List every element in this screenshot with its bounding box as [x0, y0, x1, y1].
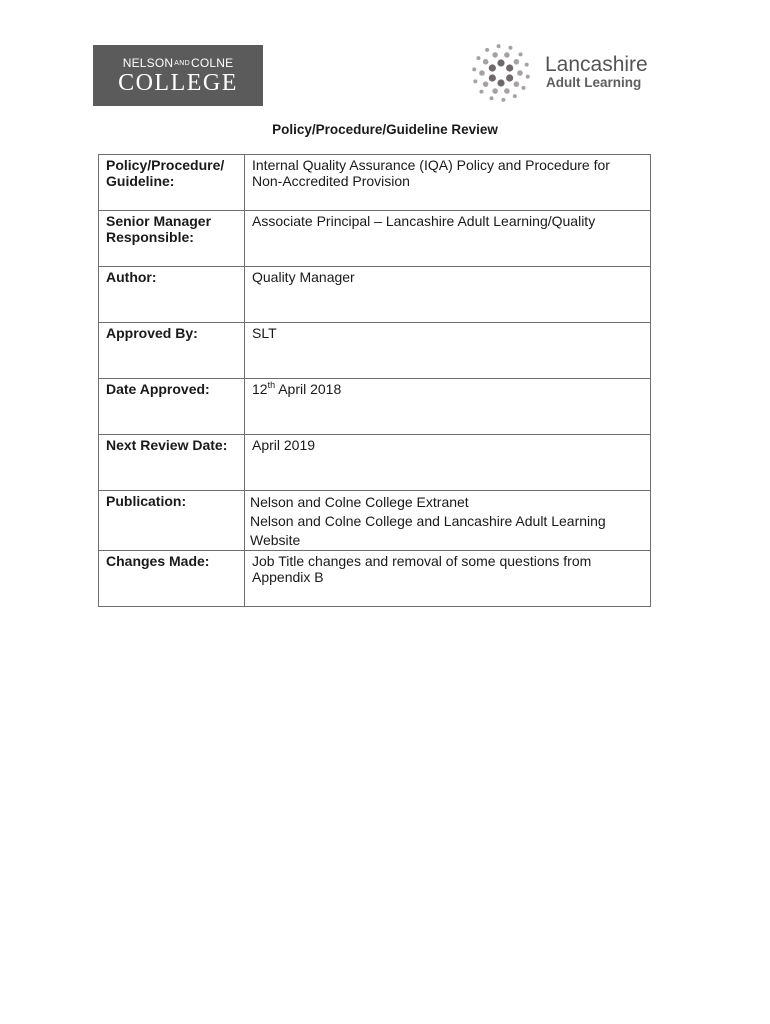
row-label-policy — [99, 155, 245, 211]
policy-review-table — [98, 154, 651, 607]
row-value-senior-manager: Associate Principal – Lancashire Adult Learning/Quality — [245, 211, 651, 267]
lancashire-logo-sub: Adult Learning — [546, 75, 642, 90]
table-row-publication — [99, 491, 651, 551]
row-label-publication: Publication: — [99, 491, 245, 551]
row-value-policy — [245, 155, 651, 211]
lancashire-dot-12 — [483, 59, 489, 65]
lancashire-dot-16 — [526, 75, 530, 79]
lancashire-dot-18 — [513, 94, 517, 98]
nelson-colne-college-logo — [93, 45, 263, 106]
lancashire-dot-21 — [479, 90, 483, 94]
college-logo-college: COLLEGE — [118, 70, 238, 96]
college-logo-and: AND — [174, 60, 190, 67]
row-label-changes: Changes Made: — [99, 551, 245, 607]
lancashire-dot-3 — [489, 64, 496, 71]
row-label-approved-by: Approved By: — [99, 323, 245, 379]
table-row-senior-manager — [99, 211, 651, 267]
changes-line1: Job Title changes and removal of some questions from — [252, 553, 592, 569]
row-label-next-review: Next Review Date: — [99, 435, 245, 491]
row-label-senior-manager-line1: Senior Manager — [106, 213, 212, 229]
college-logo-line1 — [93, 57, 263, 70]
lancashire-dot-11 — [479, 70, 485, 76]
row-label-policy-line2: Guideline: — [106, 173, 175, 189]
date-approved-suffix: th — [267, 380, 276, 390]
lancashire-dot-5 — [506, 64, 513, 71]
table-row-policy — [99, 155, 651, 211]
date-approved-day: 12 — [252, 381, 268, 397]
table-row-changes — [99, 551, 651, 607]
college-logo-colne: COLNE — [190, 56, 234, 70]
row-value-policy-line2: Non-Accredited Provision — [252, 173, 410, 189]
lancashire-dot-15 — [514, 59, 520, 65]
table-row-next-review — [99, 435, 651, 491]
lancashire-dot-23 — [472, 67, 476, 71]
row-value-policy-line1: Internal Quality Assurance (IQA) Policy and Procedure for — [252, 157, 610, 173]
row-label-policy-line1: Policy/Procedure/ — [106, 157, 225, 173]
lancashire-dot-25 — [485, 48, 489, 52]
publication-line3: Website — [250, 532, 301, 548]
table-row-author — [99, 267, 651, 323]
row-value-publication — [245, 491, 651, 551]
row-label-date-approved: Date Approved: — [99, 379, 245, 435]
publication-line1: Nelson and Colne College Extranet — [250, 494, 469, 510]
lancashire-dot-14 — [504, 52, 510, 58]
row-value-approved-by: SLT — [245, 323, 651, 379]
lancashire-dot-7 — [514, 81, 520, 87]
lancashire-dot-2 — [489, 74, 496, 81]
lancashire-dot-6 — [517, 70, 523, 76]
row-value-date-approved — [245, 379, 651, 435]
changes-line2: Appendix B — [252, 569, 324, 585]
lancashire-dot-9 — [492, 88, 498, 94]
lancashire-dot-28 — [519, 52, 523, 56]
row-value-changes — [245, 551, 651, 607]
lancashire-dot-13 — [492, 52, 498, 58]
publication-line2: Nelson and Colne College and Lancashire Adult Learning — [250, 513, 606, 529]
row-label-author: Author: — [99, 267, 245, 323]
table-row-date-approved — [99, 379, 651, 435]
row-label-senior-manager — [99, 211, 245, 267]
lancashire-dot-4 — [497, 59, 504, 66]
college-logo-nelson: NELSON — [122, 56, 174, 70]
lancashire-dot-26 — [497, 44, 501, 48]
row-value-next-review: April 2019 — [245, 435, 651, 491]
lancashire-dot-0 — [506, 74, 513, 81]
page-title: Policy/Procedure/Guideline Review — [272, 122, 498, 137]
table-row-approved-by — [99, 323, 651, 379]
lancashire-logo-name: Lancashire — [545, 53, 648, 76]
lancashire-dot-20 — [490, 96, 494, 100]
date-approved-rest: April 2018 — [275, 381, 342, 397]
lancashire-dot-29 — [525, 63, 529, 67]
lancashire-dot-27 — [508, 46, 512, 50]
lancashire-adult-learning-logo — [465, 40, 665, 110]
lancashire-dot-24 — [476, 56, 480, 60]
lancashire-dot-1 — [497, 79, 504, 86]
row-value-author: Quality Manager — [245, 267, 651, 323]
lancashire-dot-19 — [501, 98, 505, 102]
lancashire-dot-10 — [483, 81, 489, 87]
lancashire-dot-8 — [504, 88, 510, 94]
row-label-senior-manager-line2: Responsible: — [106, 229, 194, 245]
lancashire-dot-17 — [522, 86, 526, 90]
lancashire-dot-22 — [473, 79, 477, 83]
lancashire-dots-icon — [465, 40, 537, 106]
